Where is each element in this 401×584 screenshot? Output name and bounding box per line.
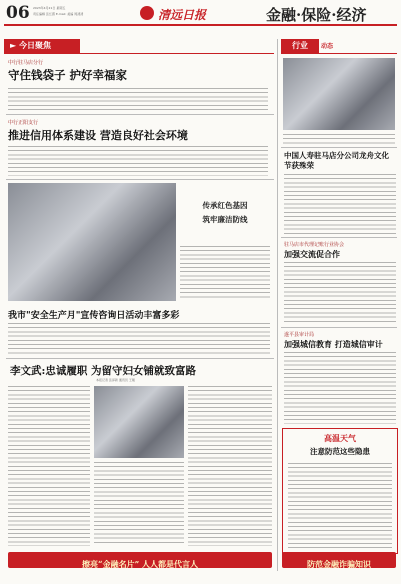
industry-photo-caption (283, 134, 395, 144)
banner-arrow-icon: ► (10, 41, 17, 50)
story4-body-col1 (8, 386, 90, 546)
right-story2-body (284, 262, 396, 324)
masthead-logo-text: 清远日报 (158, 8, 207, 22)
industry-banner (281, 39, 397, 53)
photo-caption-line1: 传承红色基因 (202, 201, 248, 210)
masthead-rule (4, 24, 397, 26)
photo-caption-line2: 筑牢廉洁防线 (202, 215, 248, 224)
industry-banner-label: 行业 (281, 39, 319, 53)
notice-box (282, 428, 398, 554)
logo-mark (140, 6, 154, 20)
left-bottom-banner-text: 擦亮“金融名片” 人人都是代言人 (82, 559, 198, 569)
story4-body-col2 (94, 462, 184, 546)
right-bottom-banner-text: 防范金融诈骗知识 (307, 559, 371, 569)
date-line: 2023年4月21日 星期五 (33, 6, 66, 10)
industry-photo (283, 58, 395, 130)
story4-body-col3 (188, 386, 272, 546)
story3-headline: 我市"安全生产月"宣传咨询日活动丰富多彩 (8, 311, 180, 321)
right-story1-body (284, 174, 396, 234)
story3-body (8, 323, 270, 355)
masthead (0, 0, 401, 34)
right-story3-body (284, 352, 396, 424)
story4-headline: 李文武:忠诚履职 为留守妇女铺就致富路 (10, 365, 197, 377)
right-story3-kicker: 遂平县审计局 (284, 332, 315, 338)
story4-photo (94, 386, 184, 458)
today-focus-label: 今日聚焦 (18, 41, 51, 50)
notice-headline: 高温天气 (324, 433, 356, 443)
story1-body (8, 88, 268, 111)
right-story3-headline: 加强城信教育 打造城信审计 (284, 339, 383, 349)
right-bottom-banner (282, 552, 396, 568)
story3-side-body (180, 246, 270, 298)
right-story2-kicker: 驻马店市代理记账行业协会 (284, 242, 345, 248)
section-title: 金融·保险·经济 (266, 6, 367, 24)
notice-subhead: 注意防范这些隐患 (310, 447, 370, 456)
story1-headline: 守住钱袋子 护好幸福家 (8, 68, 128, 82)
today-focus-banner (4, 39, 80, 53)
right-story1-headline: 中国人寿驻马店分公司龙舟文化节获殊荣 (284, 151, 389, 170)
notice-body (288, 463, 392, 549)
industry-banner-tag: 动态 (321, 43, 334, 50)
story3-photo (8, 183, 176, 301)
story2-kicker: 中行正阳支行 (8, 120, 39, 126)
left-bottom-banner (8, 552, 272, 568)
story2-body (8, 146, 268, 176)
edition-line: 责任编辑 张红霞 E-mail: 美编 周清清 (33, 12, 84, 16)
left-header-rule (4, 53, 274, 54)
story2-headline: 推进信用体系建设 营造良好社会环境 (8, 129, 188, 142)
column-divider (277, 39, 278, 571)
page-number: 06 (6, 3, 30, 23)
story4-byline: 本报记者 张泽新 通讯员 王刚 (96, 378, 135, 382)
right-story2-headline: 加强交流促合作 (284, 249, 340, 259)
photo-caption-box (180, 200, 270, 240)
story1-kicker: 中行驻马店分行 (8, 60, 44, 66)
